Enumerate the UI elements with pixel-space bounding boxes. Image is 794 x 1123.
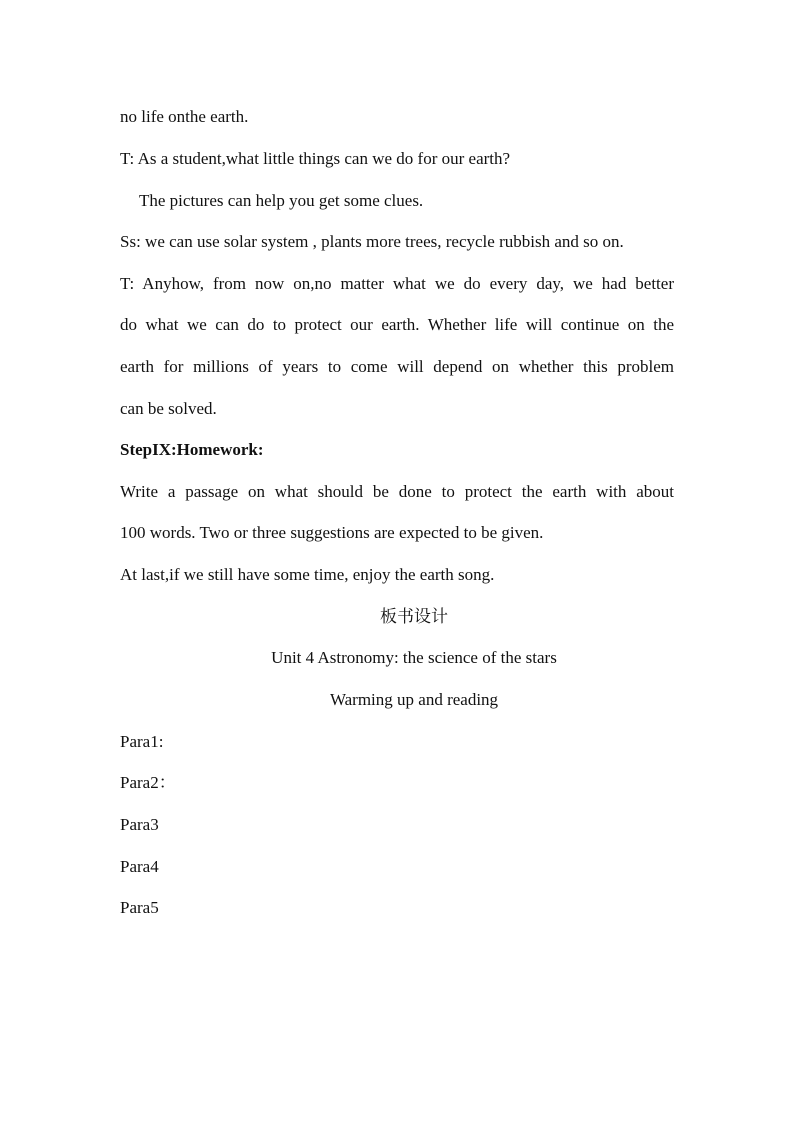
- text-line: T: As a student,what little things can we do for our earth?: [120, 149, 511, 168]
- board-design-title: 板书设计: [380, 607, 448, 626]
- para-label: Para5: [120, 898, 159, 917]
- text-line: no life onthe earth.: [120, 107, 249, 126]
- para-label: Para1:: [120, 732, 164, 751]
- text-line: do what we can do to protect our earth. Whether life will continue on the: [120, 315, 674, 334]
- text-line: Write a passage on what should be done to protect the earth with about: [120, 482, 674, 501]
- section-heading: StepIX:Homework:: [120, 440, 264, 459]
- text-line: can be solved.: [120, 399, 217, 418]
- text-line: earth for millions of years to come will depend on whether this problem: [120, 357, 674, 376]
- para-label: Para3: [120, 815, 159, 834]
- para-label: Para4: [120, 857, 159, 876]
- para-label: Para2：: [120, 773, 176, 792]
- text-line: The pictures can help you get some clues.: [139, 191, 424, 210]
- text-line: Ss: we can use solar system , plants more trees, recycle rubbish and so on.: [120, 232, 624, 251]
- text-line: 100 words. Two or three suggestions are expected to be given.: [120, 523, 544, 542]
- text-line: At last,if we still have some time, enjoy the earth song.: [120, 565, 495, 584]
- unit-title: Unit 4 Astronomy: the science of the stars: [271, 648, 557, 667]
- text-line: T: Anyhow, from now on,no matter what we do every day, we had better: [120, 274, 674, 293]
- unit-subtitle: Warming up and reading: [329, 690, 499, 709]
